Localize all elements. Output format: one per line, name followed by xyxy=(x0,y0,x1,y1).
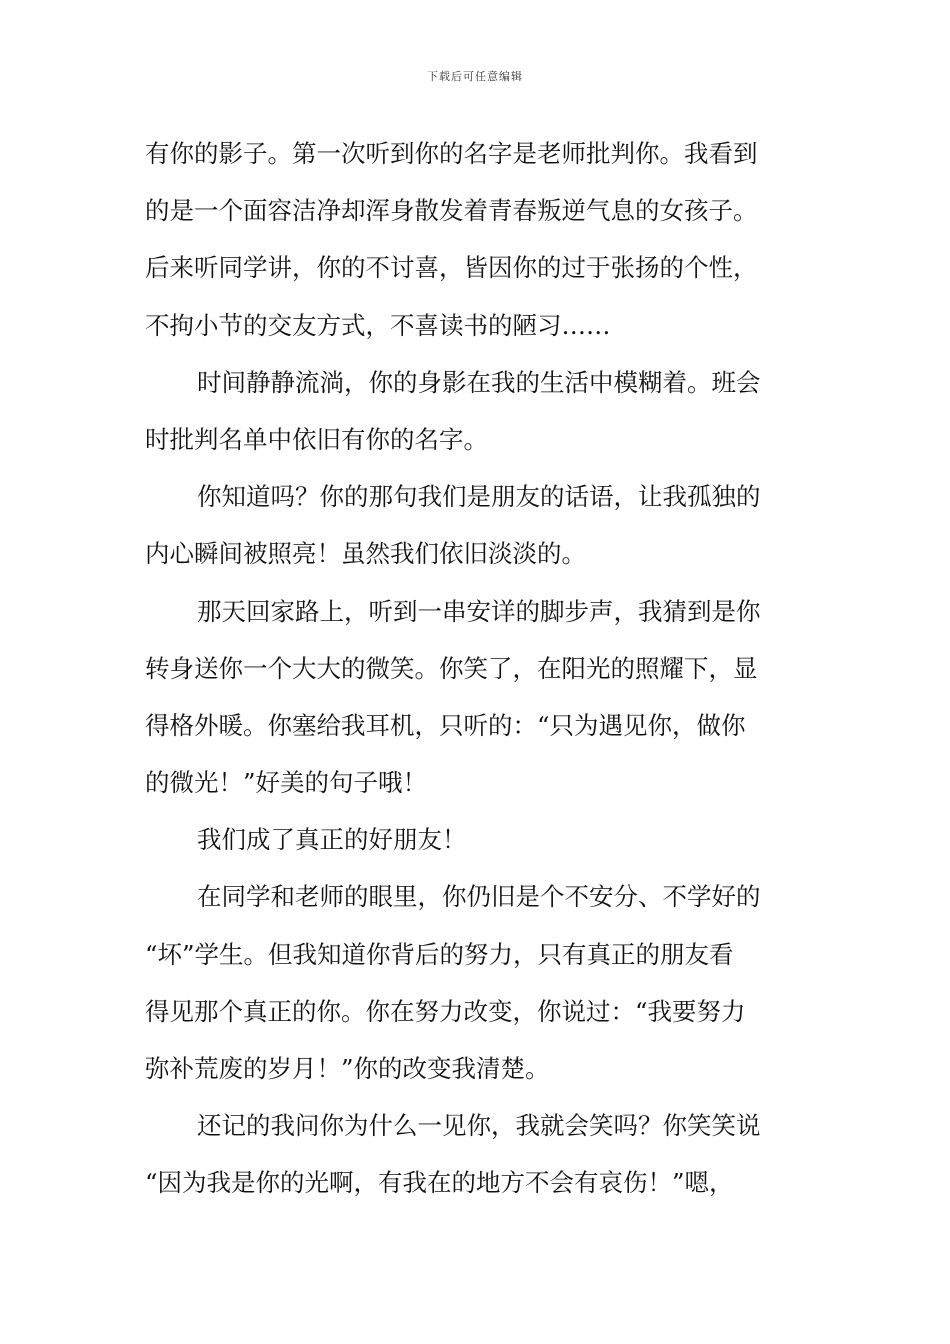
text-line: 的是一个面容洁净却浑身散发着青春叛逆气息的女孩子。 xyxy=(145,196,758,226)
text-line: 后来听同学讲，你的不讨喜，皆因你的过于张扬的个性， xyxy=(145,253,758,283)
paragraph-first-line: 在同学和老师的眼里，你仍旧是个不安分、不学好的 xyxy=(197,882,761,912)
paragraph-first-line: 那天回家路上，听到一串安详的脚步声，我猜到是你 xyxy=(197,596,761,626)
paragraph-first-line: 还记的我问你为什么一见你，我就会笑吗？你笑笑说 xyxy=(197,1111,761,1141)
text-line: “因为我是你的光啊，有我在的地方不会有哀伤！”嗯， xyxy=(145,1168,734,1198)
paragraph-first-line: 我们成了真正的好朋友！ xyxy=(197,825,467,855)
paragraph-first-line: 时间静静流淌，你的身影在我的生活中模糊着。班会 xyxy=(197,367,761,397)
text-line: 得见那个真正的你。你在努力改变，你说过：“我要努力 xyxy=(145,996,746,1026)
text-line: 内心瞬间被照亮！虽然我们依旧淡淡的。 xyxy=(145,539,586,569)
page-header: 下载后可任意编辑 xyxy=(427,70,523,83)
text-line: 的微光！”好美的句子哦！ xyxy=(145,768,428,798)
text-line: 有你的影子。第一次听到你的名字是老师批判你。我看到 xyxy=(145,139,758,168)
document-body xyxy=(145,125,810,1212)
text-line: 时批判名单中依旧有你的名字。 xyxy=(145,424,488,454)
text-line: 得格外暖。你塞给我耳机，只听的：“只为遇见你，做你 xyxy=(145,710,746,740)
paragraph-first-line: 你知道吗？你的那句我们是朋友的话语，让我孤独的 xyxy=(197,482,761,512)
text-line: 转身送你一个大大的微笑。你笑了，在阳光的照耀下，显 xyxy=(145,653,758,683)
text-line: “坏”学生。但我知道你背后的努力，只有真正的朋友看 xyxy=(145,939,734,969)
text-line: 弥补荒废的岁月！”你的改变我清楚。 xyxy=(145,1054,550,1083)
text-line: 不拘小节的交友方式，不喜读书的陋习…… xyxy=(145,310,611,340)
